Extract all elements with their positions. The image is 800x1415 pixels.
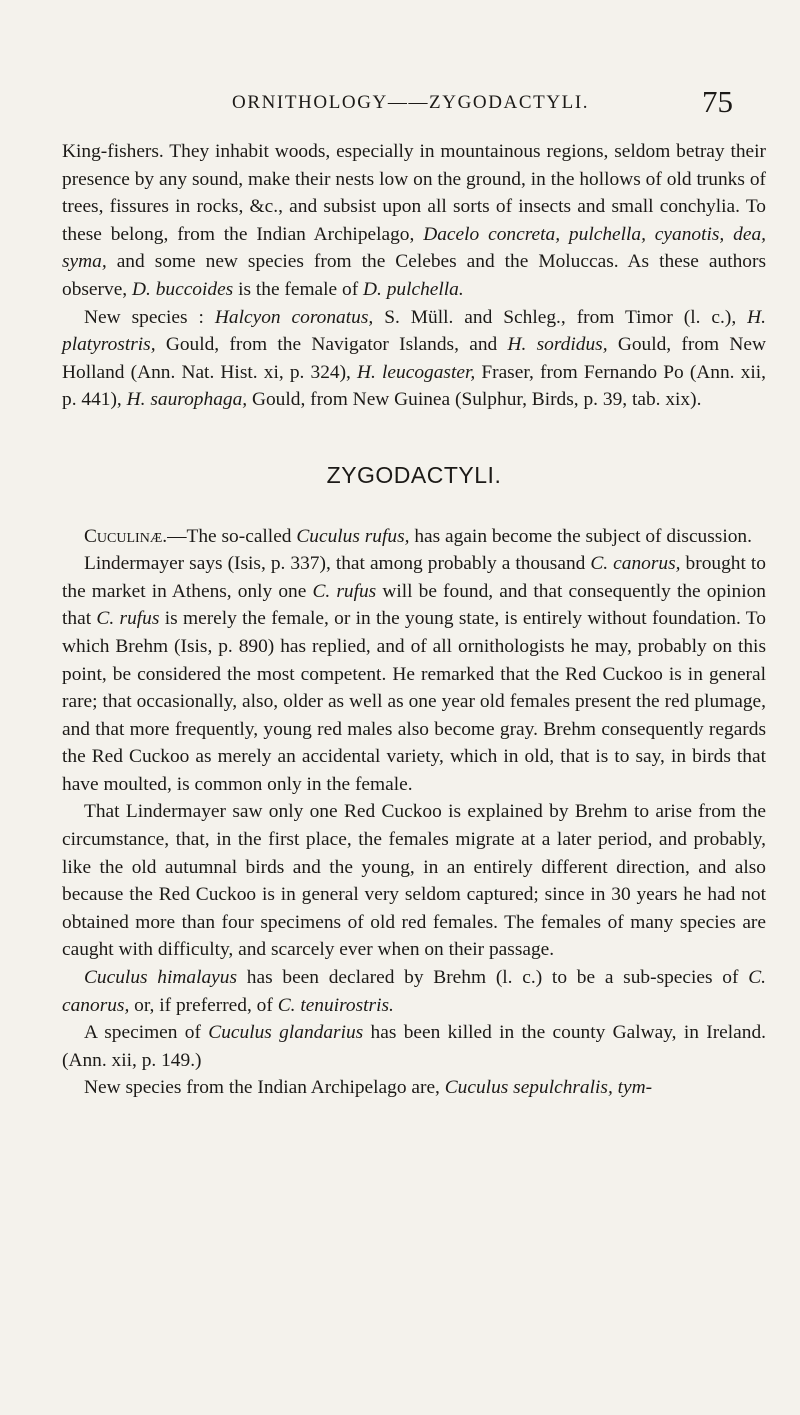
text-span: A specimen of: [84, 1022, 209, 1044]
text-span: Lindermayer says (Isis, p. 337), that among probably a thousand: [84, 553, 591, 575]
text-span: S. Müll. and Schleg., from Timor (l. c.),: [373, 306, 748, 328]
body-text: [62, 138, 766, 1102]
small-caps-span: Cuculinæ.: [84, 525, 168, 547]
italic-span: H. saurophaga,: [126, 389, 248, 411]
italic-span: D. pulchella.: [363, 278, 464, 300]
text-span: —The so-called: [167, 525, 297, 547]
page-number: 75: [702, 84, 733, 119]
text-span: That Lindermayer saw only one Red Cuckoo is explained by Brehm to arise from the circumstance, that, in the first place, the females migrate at a later period, and probably, like the old autumnal birds and the young, in an entirely different direction, and also because the Red Cuckoo is in general very seldom captured; since in 30 years he had not obtained more than four specimens of old red females. The females of many species are caught with difficulty, and scarcely ever when on their passage.: [62, 801, 766, 961]
text-span: or, if preferred, of: [129, 994, 278, 1016]
text-span: and some new species from the Celebes and the Moluccas. As these authors observe,: [62, 251, 766, 300]
paragraph-lindermayer: [62, 550, 766, 798]
text-span: Gould, from the Navigator Islands, and: [155, 334, 508, 356]
italic-span: C. rufus: [312, 580, 377, 602]
italic-span: Dacelo concreta, pulchella, cyanotis, dea, syma,: [62, 223, 766, 273]
section-heading: ZYGODACTYLI.: [326, 461, 502, 488]
paragraph-cuculus-himalayus: [62, 964, 766, 1019]
text-span: will be found, and that consequently the opinion that: [62, 580, 767, 630]
italic-span: C. rufus: [96, 608, 160, 630]
italic-span: C. canorus,: [590, 553, 681, 575]
text-span: Fraser, from Fernando Po (Ann. xii, p. 441),: [62, 361, 766, 411]
text-span: has again become the subject of discussion.: [409, 525, 752, 547]
italic-span: Cuculus sepulchralis, tym-: [444, 1077, 653, 1099]
italic-span: H. platyrostris,: [62, 306, 766, 356]
text-span: King-fishers. They inhabit woods, especially in mountainous regions, seldom betray their presence by any sound, make their nests low on the ground, in the hollows of old trunks of trees, fissures in rocks, &c., and subsist upon all sorts of insects and small conchylia. To these belong, from the Indian Archipelago,: [62, 141, 766, 245]
paragraph-brehm-explanation: [62, 798, 766, 964]
paragraph-cuculus-glandarius: [62, 1019, 766, 1074]
paragraph-new-species-cuculus: [62, 1074, 766, 1102]
text-span: is merely the female, or in the young state, is entirely without foundation. To which Brehm (Isis, p. 890) has replied, and of all ornithologists he may, probably on this point, be considered the most competent. He remarked that the Red Cuckoo is in general rare; that occasionally, also, older as well as one year old females present the red plumage, and that more frequently, young red males also become gray. Brehm consequently regards the Red Cuckoo as merely an accidental variety, which in old, that is to say, in birds that have moulted, is common only in the female.: [62, 608, 766, 795]
italic-span: H. sordidus,: [507, 334, 608, 356]
italic-span: D. buccoides: [132, 278, 234, 300]
page-header: [0, 86, 800, 126]
paragraph-new-species-halcyon: [62, 304, 766, 414]
text-span: is the female of: [233, 278, 363, 300]
italic-span: C. tenuirostris.: [277, 994, 394, 1016]
text-span: has been declared by Brehm (l. c.) to be a sub-species of: [237, 967, 749, 989]
text-span: Gould, from New Holland (Ann. Nat. Hist. xi, p. 324),: [62, 334, 766, 383]
italic-span: C. canorus,: [62, 967, 766, 1016]
paragraph-kingfishers: [62, 138, 766, 304]
running-title: ORNITHOLOGY——ZYGODACTYLI.: [232, 92, 590, 113]
italic-span: Cuculus glandarius: [208, 1022, 364, 1044]
paragraph-cuculinae: [62, 523, 766, 551]
italic-span: Cuculus rufus,: [296, 525, 410, 547]
italic-span: Cuculus himalayus: [84, 967, 238, 989]
text-span: New species from the Indian Archipelago are,: [84, 1077, 445, 1099]
italic-span: H. leucogaster,: [357, 361, 476, 383]
text-span: brought to the market in Athens, only one: [62, 553, 766, 602]
text-span: has been killed in the county Galway, in Ireland. (Ann. xii, p. 149.): [62, 1022, 766, 1071]
italic-span: Halcyon coronatus,: [214, 306, 374, 328]
text-span: Gould, from New Guinea (Sulphur, Birds, p. 39, tab. xix).: [247, 389, 702, 411]
text-span: New species :: [84, 306, 215, 328]
